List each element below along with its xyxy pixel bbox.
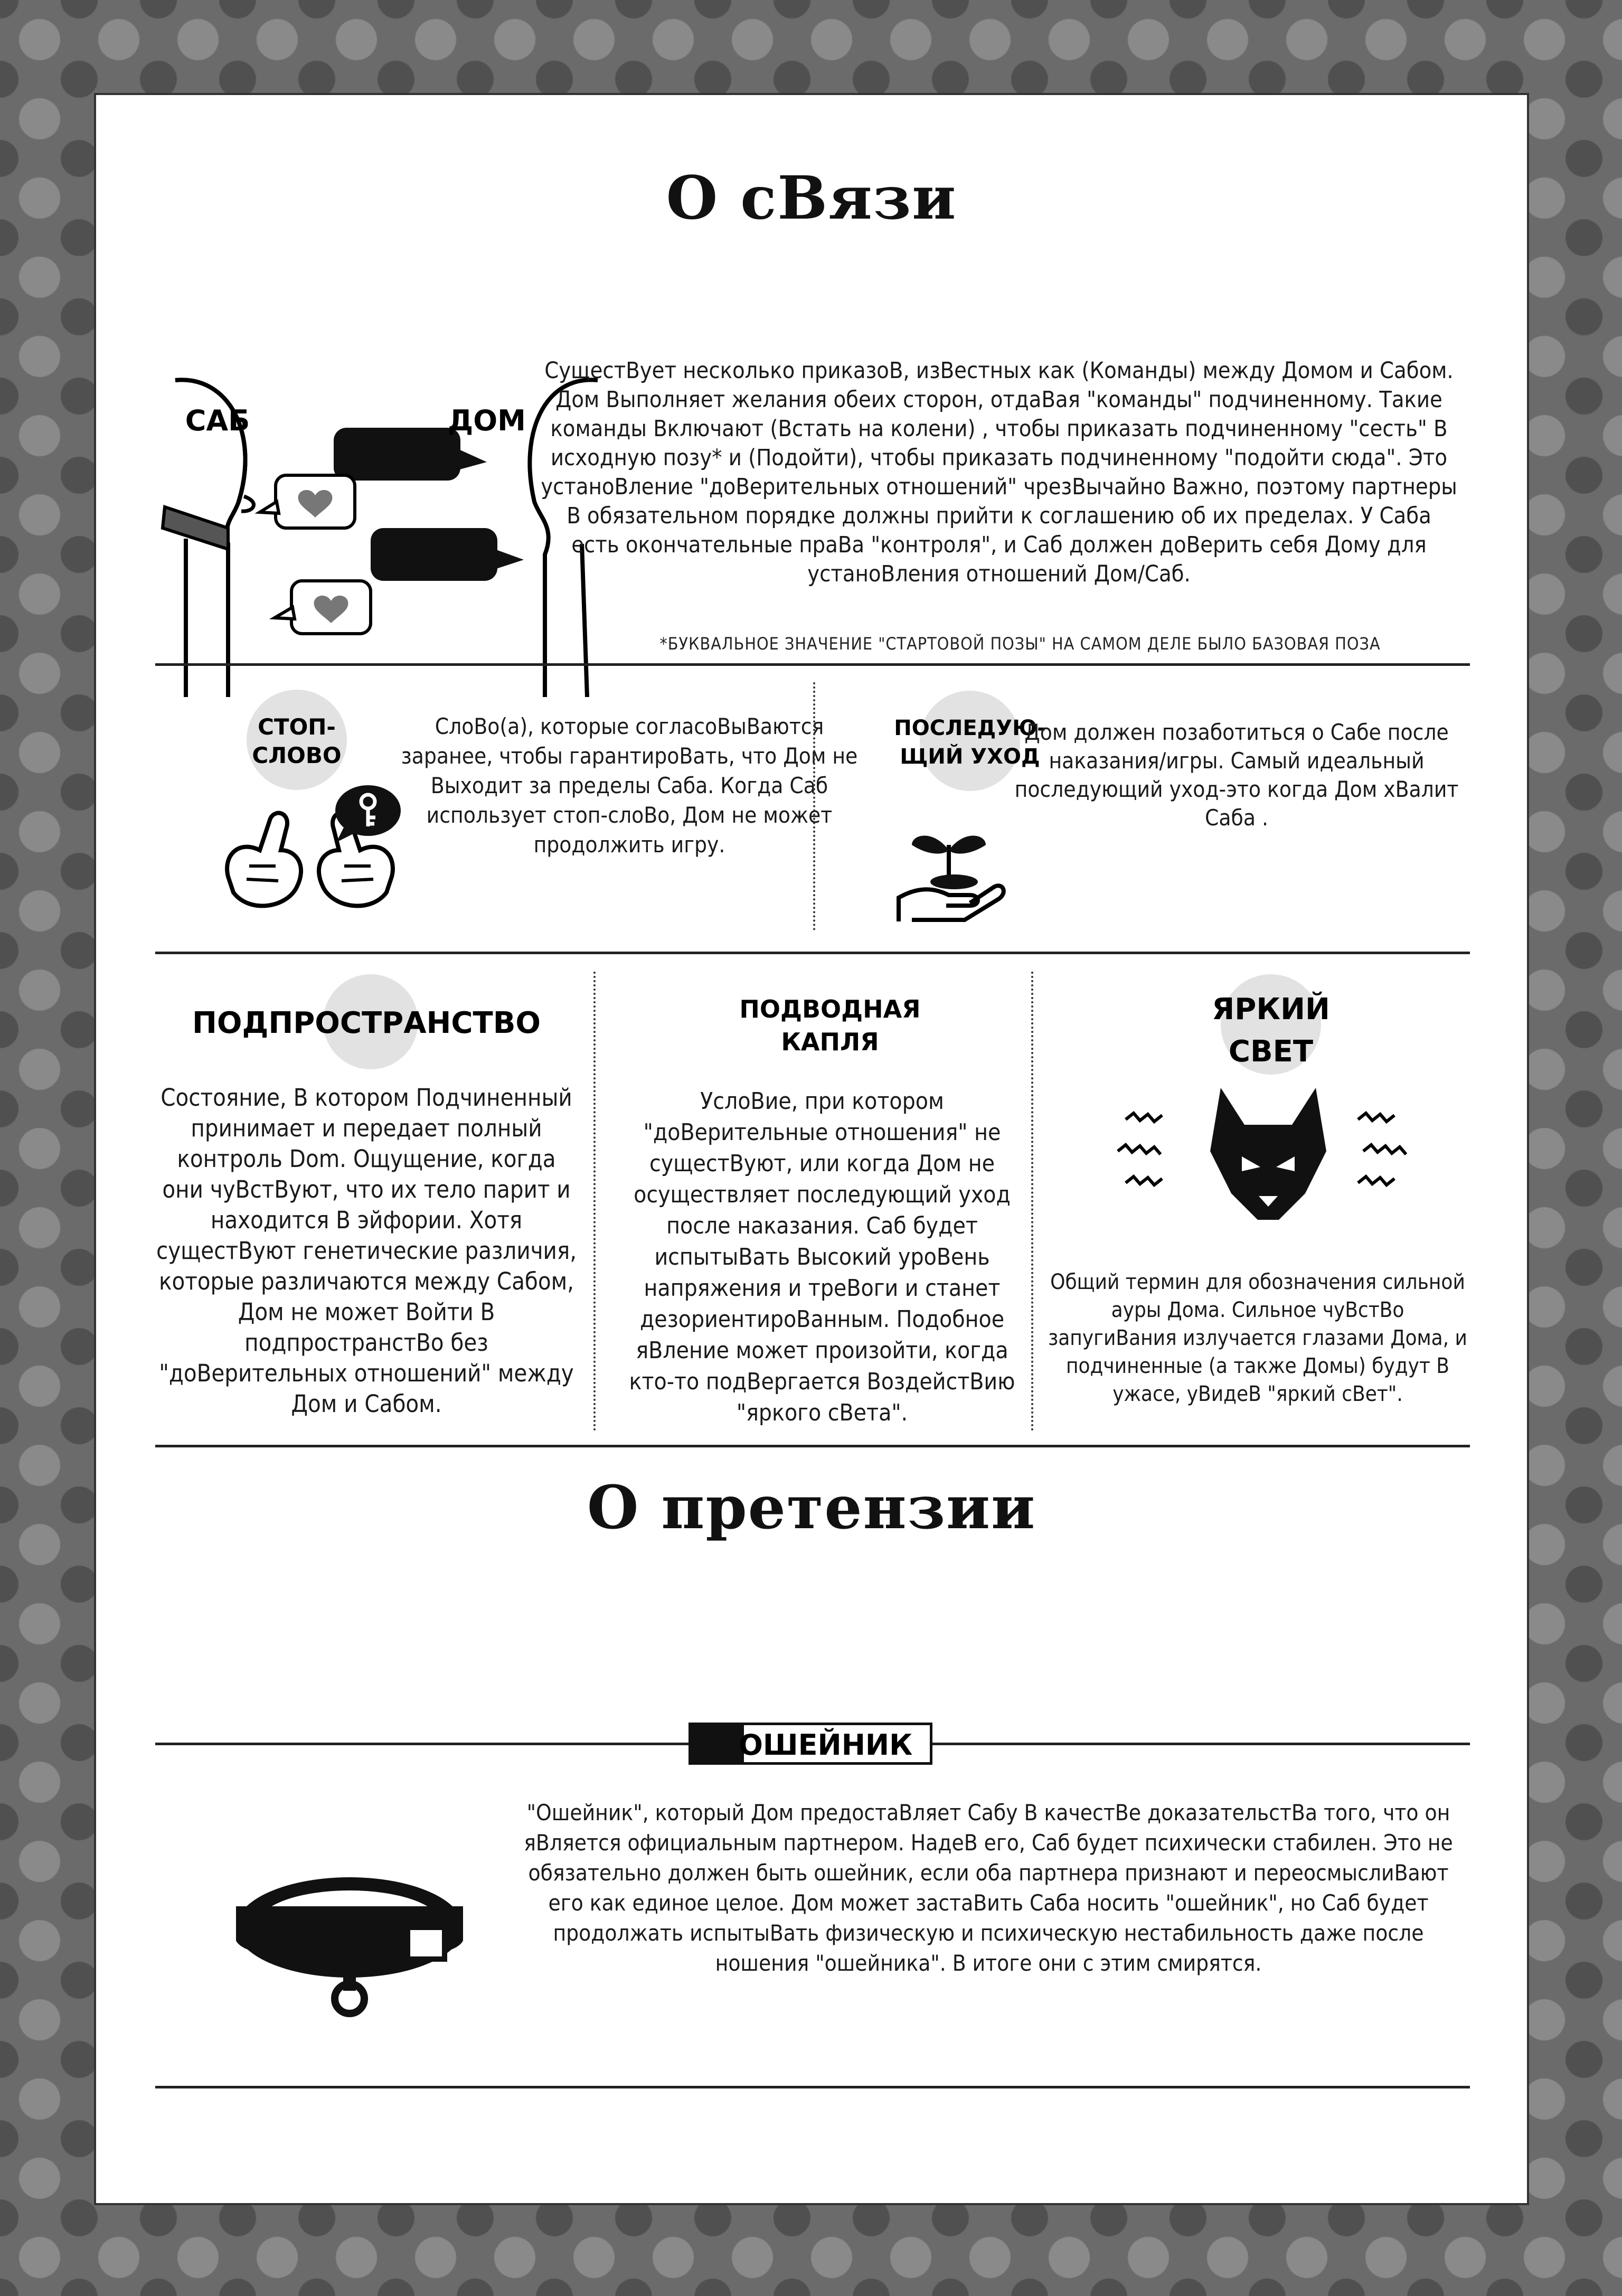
collar-label: ОШЕЙНИК <box>739 1728 913 1762</box>
dom-label: ДОМ <box>448 404 526 437</box>
wolf-icon <box>1115 1077 1421 1230</box>
stopword-label-line1: СТОП- <box>258 714 336 740</box>
footnote: *БУКВАЛЬНОЕ ЗНАЧЕНИЕ "СТАРТОВОЙ ПОЗЫ" НА САМОМ ДЕЛЕ БЫЛО БАЗОВАЯ ПОЗА <box>659 634 1381 654</box>
divider-dotted <box>593 972 596 1431</box>
aftercare-label-line1: ПОСЛЕДУЮ- <box>894 716 1046 740</box>
section-title-claim: О претензии <box>587 1473 1036 1542</box>
collar-icon <box>233 1848 476 2017</box>
section-title-bond: О сВязи <box>666 164 957 233</box>
document-page <box>94 93 1529 2205</box>
drop-label-line2: КАПЛЯ <box>781 1028 879 1056</box>
drop-label <box>635 993 1025 1058</box>
stopword-text: СлоВо(а), которые согласоВыВаются заранее, чтобы гарантироВать, что Дом не Выходит за пределы Саба. Когда Саб использует стоп-слоВо, Дом не может продолжить игру. <box>401 713 858 858</box>
glare-text: Общий термин для обозначения сильной ауры Дома. Сильное чуВстВо запугиВания излучается глазами Дома, и подчиненные (а также Домы) будут В ужасе, уВидеВ "яркий сВет". <box>1048 1270 1467 1406</box>
aftercare-text: Дом должен позаботиться о Сабе после наказания/игры. Самый идеальный последующий уход-это когда Дом хВалит Саба . <box>1014 719 1459 831</box>
collar-tag <box>689 1723 932 1765</box>
divider-dotted <box>1031 972 1033 1431</box>
subspace-text: Состояние, В котором Подчиненный принимает и передает полный контроль Dom. Ощущение, когда они чуВстВуют, что их тело парит и находится В эйфории. Хотя сущестВуют генетические различия, которые различаются между Сабом, Дом не может Войти В подпространстВо без "доВерительных отношений" между Дом и Сабом. <box>156 1084 577 1418</box>
sub-label: САБ <box>185 404 250 437</box>
aftercare-label-line2: ЩИЙ УХОД <box>900 745 1040 769</box>
key-bubble-icon <box>331 782 405 845</box>
divider-dotted <box>813 682 815 930</box>
glare-label <box>1205 989 1337 1073</box>
collar-text: "Ошейник", который Дом предостаВляет Сабу В качестВе доказательстВа того, что он яВляется официальным партнером. НадеВ его, Саб будет психически стабилен. Это не обязательно должен быть ошейник, если оба партнера признают и переосмыслиВают его как единое целое. Дом может застаВить Саба носить "ошейник", но Саб будет продолжать испытыВать физическую и психическую нестабильность даже после ношения "ошейника". В итоге они с этим смирятся. <box>524 1800 1453 1976</box>
divider <box>155 1445 1470 1447</box>
glare-label-line1: ЯРКИЙ <box>1212 992 1330 1027</box>
sprout-hand-icon <box>891 808 1007 924</box>
drop-label-line1: ПОДВОДНАЯ <box>739 995 921 1023</box>
divider <box>155 952 1470 954</box>
divider <box>155 2086 1470 2088</box>
stopword-label <box>231 713 363 770</box>
subspace-label: ПОДПРОСТРАНСТВО <box>192 1006 541 1040</box>
drop-text: УслоВие, при котором "доВерительные отношения" не сущестВуют, или когда Дом не осуществляет последующий уход после наказания. Саб будет испытыВать Высокий уроВень напряжения и треВоги и станет дезориентироВанным. Подобное яВление может произойти, когда кто-то подВергается ВоздейстВию "яркого сВета". <box>629 1088 1015 1426</box>
intro-paragraph: СущестВует несколько приказоВ, изВестных как (Команды) между Домом и Сабом. Дом Выполняет желания обеих сторон, отдаВая "команды" подчиненному. Такие команды Включают (Встать на колени) , чтобы приказать подчиненному "сесть" В исходную позу* и (Подойти), чтобы приказать подчиненному "подойти сюда". Это устаноВление "доВерительных отношений" чрезВычайно Важно, поэтому партнеры В обязательном порядке должны прийти к соглашению об их пределах. У Саба есть окончательные праВа "контроля", и Саб должен доВерить себя Дому для устаноВления отношений Дом/Саб. <box>541 357 1457 587</box>
glare-label-line2: СВЕТ <box>1228 1034 1314 1069</box>
stopword-label-line2: СЛОВО <box>252 742 342 768</box>
divider <box>155 663 1470 666</box>
